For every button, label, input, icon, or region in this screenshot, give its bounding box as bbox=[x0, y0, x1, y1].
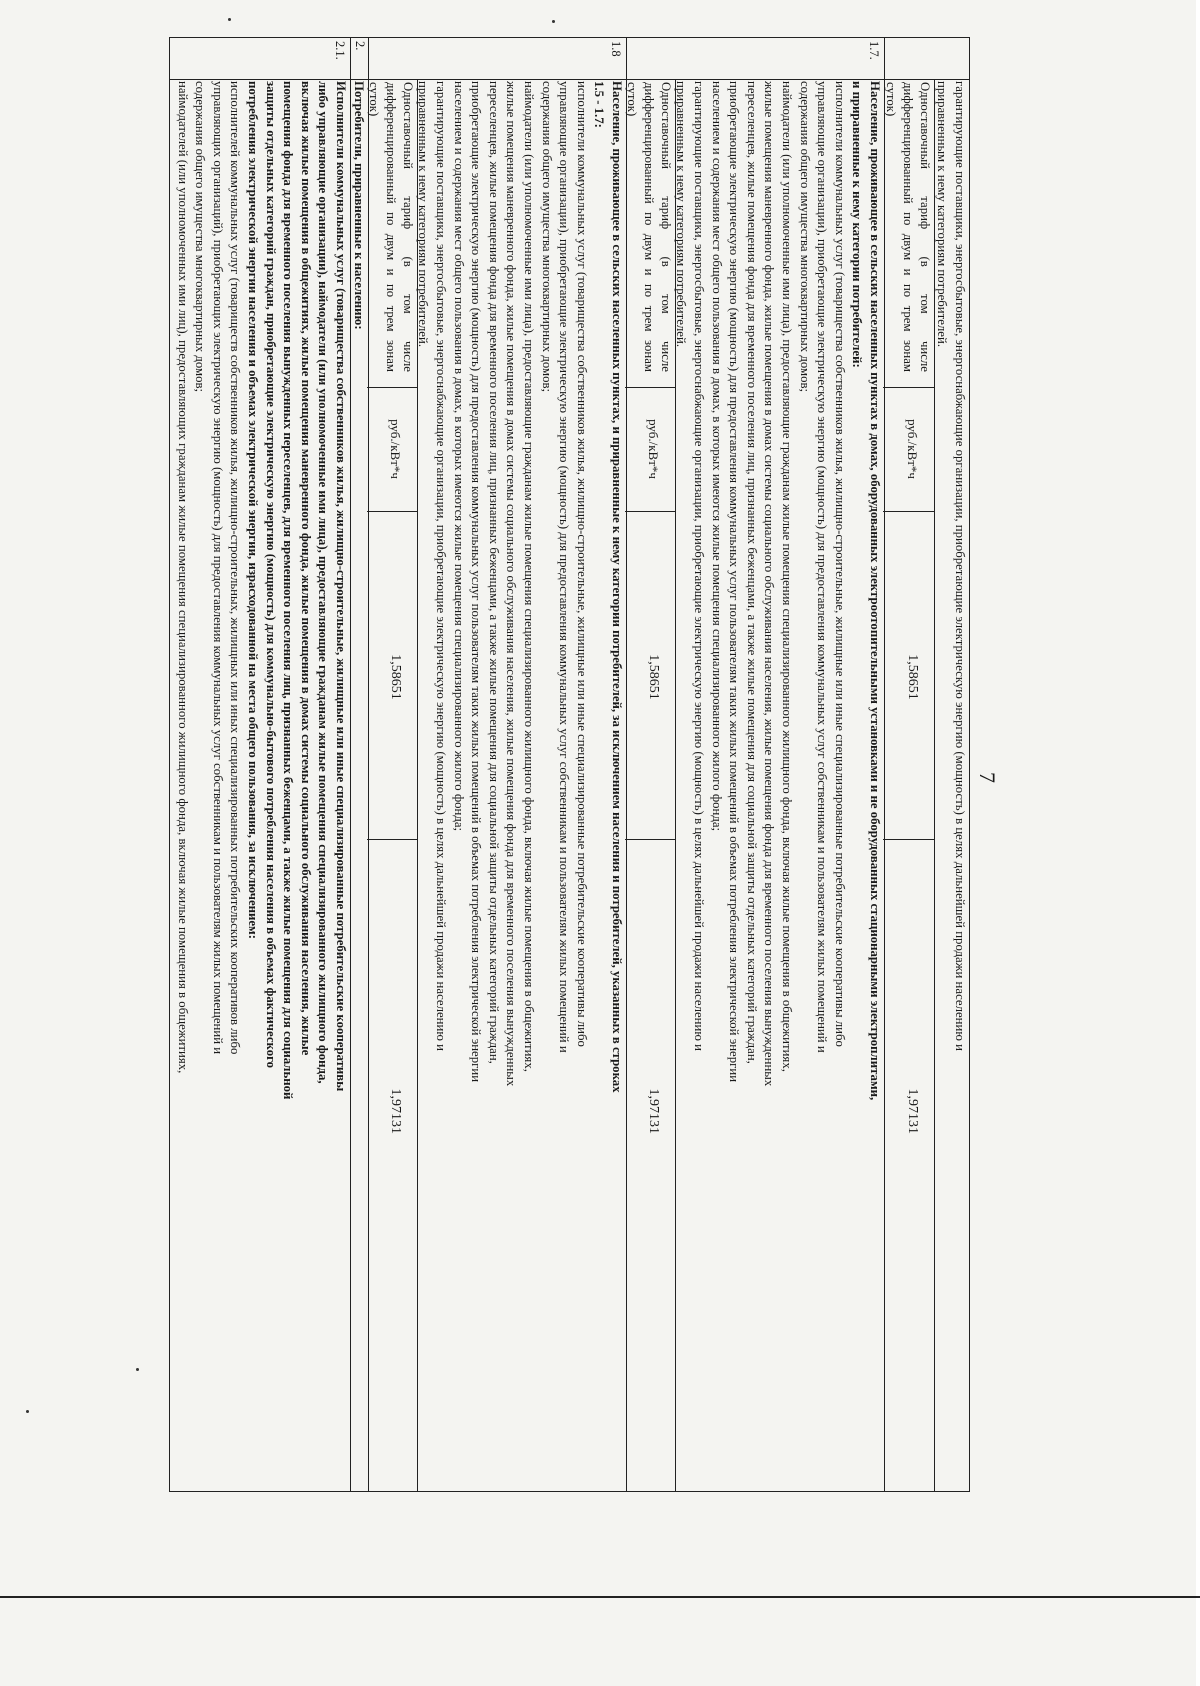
row-header: 1.5 - 1.7: bbox=[592, 81, 607, 128]
text-line: переселенцев, жилые помещения фонда для временного поселения лиц, признанных беженцами, а также жилые помещения для социальной защиты отдельных категорий граждан, bbox=[486, 81, 501, 1064]
row-number: 2.1. bbox=[333, 41, 347, 60]
text-line-bold: Исполнители коммунальных услуг (товарищества собственников жилья, жилищно-строительные, жилищные или иные специализированные потребительские кооперативы bbox=[334, 81, 348, 1092]
text-line: содержания общего имущества многоквартирных домов; bbox=[193, 81, 208, 393]
text-line-bold: либо управляющие организации), наймодатели (или уполномоченные ими лица), предоставляющие гражданам жилые помещения специализированного жилищного фонда, bbox=[316, 81, 331, 1084]
text-line: исполнители коммунальных услуг (товарищества собственников жилья, жилищно-строительные, жилищные или иные специализированные потребительские кооперативы либо bbox=[574, 81, 589, 1047]
tariff-subrow bbox=[883, 79, 935, 1492]
col-border bbox=[170, 79, 350, 80]
col-border bbox=[626, 37, 884, 38]
text-line: приобретающие электрическую энергию (мощность) для предоставления коммунальных услуг пользователям таких жилых помещений в объемах потребления электрической энергии bbox=[727, 81, 742, 1083]
tariff-value-2: 1,97131 bbox=[388, 1088, 403, 1134]
tariff-unit: руб./кВт*ч bbox=[646, 419, 661, 479]
text-line: управляющие организации), приобретающие электрическую энергию (мощность) для предоставления коммунальных услуг собственникам и пользователям жилых помещений и bbox=[815, 81, 830, 1053]
table-row-continuation bbox=[884, 37, 970, 1492]
col-border bbox=[367, 511, 417, 512]
rotated-document-page bbox=[175, 37, 1000, 1492]
row-text bbox=[349, 81, 367, 1489]
text-line: исполнителей коммунальных услуг (товариществ собственников жилья, жилищно-строительных, жилищных или иных специализированных потребительских кооперативов либо bbox=[228, 81, 243, 1055]
table-row-1-8 bbox=[368, 37, 627, 1492]
text-line: наймодатели (или уполномоченные ими лица), предоставляющие гражданам жилые помещения специализированного жилищного фонда, включая жилые помещения в общежитиях, bbox=[780, 81, 795, 1072]
row-text bbox=[414, 81, 625, 1489]
tariff-subrow bbox=[367, 79, 418, 1492]
col-border bbox=[368, 37, 626, 38]
col-border bbox=[883, 387, 934, 388]
text-line: приобретающие электрическую энергию (мощность) для предоставления коммунальных услуг пользователям таких жилых помещений в объемах потребления электрической энергии bbox=[469, 81, 484, 1083]
row-header: Потребители, приравненные к населению: bbox=[352, 81, 366, 330]
text-line: управляющие организации), приобретающие электрическую энергию (мощность) для предоставления коммунальных услуг собственникам и пользователям жилых помещений и bbox=[557, 81, 572, 1053]
col-border bbox=[884, 37, 969, 38]
scan-margin bbox=[1196, 0, 1200, 1686]
row-header: Население, проживающее в сельских населенных пунктах в домах, оборудованных электроотопительными установками и не оборудованных стационарными электроплитами, bbox=[868, 81, 882, 1101]
text-line: приравненным к нему категориям потребителей. bbox=[416, 81, 431, 348]
text-line: исполнители коммунальных услуг (товарищества собственников жилья, жилищно-строительные, жилищные или иные специализированные потребительские кооперативы либо bbox=[832, 81, 847, 1047]
tariff-table bbox=[175, 37, 970, 1492]
row-header: Население, проживающее в сельских населенных пунктах, и приравненные к нему категории потребителей, за исключением населения и потребителей, указанных в строках bbox=[610, 81, 624, 1093]
text-line-bold: помещения фонда для временного поселения вынужденных переселенцев, для временного поселения лиц, признанных беженцами, а также жилые помещения для социальной bbox=[281, 81, 296, 1100]
text-line: гарантирующие поставщики, энергосбытовые, энергоснабжающие организации, приобретающие электрическую энергию (мощность) в целях дальнейшей продажи населению и bbox=[953, 81, 967, 1051]
text-line: приравненным к нему категориям потребителей. bbox=[674, 81, 689, 348]
col-border bbox=[170, 37, 350, 38]
col-border bbox=[350, 37, 368, 38]
scan-edge-line bbox=[0, 1596, 1200, 1598]
row-header: и приравненные к нему категории потребителей: bbox=[850, 81, 865, 368]
scan-speck bbox=[228, 18, 231, 21]
row-text bbox=[173, 81, 349, 1489]
table-row-2 bbox=[350, 37, 369, 1492]
row-number: 1.7. bbox=[867, 41, 881, 60]
tariff-value-2: 1,97131 bbox=[646, 1088, 661, 1134]
col-border bbox=[367, 387, 417, 388]
text-line: управляющих организаций), приобретающих электрическую энергию (мощность) для предоставления коммунальных услуг собственникам и пользователям жилых помещений и bbox=[210, 81, 225, 1055]
row-text bbox=[933, 81, 968, 1489]
text-line: наймодатели (или уполномоченные ими лица), предоставляющие гражданам жилые помещения специализированного жилищного фонда, включая жилые помещения в общежитиях, bbox=[522, 81, 537, 1072]
text-line: приравненным к нему категориям потребителей. bbox=[935, 81, 950, 348]
col-border bbox=[170, 1491, 350, 1492]
tariff-label: Одноставочный тариф (в том числе дифференцированный по двум и по трем зонам суток) bbox=[367, 82, 415, 372]
text-line-bold: потребления электрической энергии населения и объемах электрической энергии, израсходованной на места общего пользования, за исключением: bbox=[246, 81, 261, 940]
tariff-subrow bbox=[625, 79, 676, 1492]
text-line: жилые помещения маневренного фонда, жилые помещения в домах системы социального обслуживания населения, жилые помещения фонда для временного поселения вынужденных bbox=[504, 81, 519, 1087]
text-line: содержания общего имущества многоквартирных домов; bbox=[539, 81, 554, 393]
page-number: 7 bbox=[975, 772, 1000, 783]
tariff-unit: руб./кВт*ч bbox=[905, 419, 920, 479]
text-line: содержания общего имущества многоквартирных домов; bbox=[797, 81, 812, 393]
tariff-value-1: 1,58651 bbox=[388, 654, 403, 700]
table-row-2-1 bbox=[169, 37, 351, 1492]
tariff-unit: руб./кВт*ч bbox=[388, 419, 403, 479]
tariff-label: Одноставочный тариф (в том числе дифференцированный по двум и по трем зонам суток) bbox=[625, 82, 673, 372]
text-line: гарантирующие поставщики, энергосбытовые, энергоснабжающие организации, приобретающие электрическую энергию (мощность) в целях дальнейшей продажи населению и bbox=[692, 81, 707, 1051]
row-number: 2. bbox=[353, 41, 367, 51]
text-line: переселенцев, жилые помещения фонда для временного поселения лиц, признанных беженцами, а также жилые помещения для социальной защиты отдельных категорий граждан, bbox=[744, 81, 759, 1064]
col-border bbox=[625, 387, 675, 388]
col-border bbox=[350, 79, 368, 80]
text-line: гарантирующие поставщики, энергосбытовые, энергоснабжающие организации, приобретающие электрическую энергию (мощность) в целях дальнейшей продажи населению и bbox=[434, 81, 449, 1051]
col-border bbox=[625, 511, 675, 512]
row-text bbox=[672, 81, 883, 1489]
text-line: наймодателей (или уполномоченных ими лиц), предоставляющих гражданам жилые помещения специализированного жилищного фонда, включая жилые помещения в общежитиях, bbox=[175, 81, 190, 1074]
scan-speck bbox=[26, 1410, 29, 1413]
tariff-value-2: 1,97131 bbox=[905, 1088, 920, 1134]
tariff-value-1: 1,58651 bbox=[646, 654, 661, 700]
text-line-bold: включая жилые помещения в общежитиях, жилые помещения маневренного фонда, жилые помещения в домах системы социального обслуживания населения, жилые bbox=[298, 81, 313, 1056]
table-row-1-7 bbox=[626, 37, 885, 1492]
row-number: 1.8 bbox=[609, 41, 623, 57]
text-line: жилые помещения маневренного фонда, жилые помещения в домах системы социального обслуживания населения, жилые помещения фонда для временного поселения вынужденных bbox=[762, 81, 777, 1087]
scan-speck bbox=[552, 20, 555, 23]
tariff-value-1: 1,58651 bbox=[905, 654, 920, 700]
tariff-label: Одноставочный тариф (в том числе дифференцированный по двум и по трем зонам суток) bbox=[884, 82, 932, 372]
col-border bbox=[883, 511, 934, 512]
text-line-bold: защиты отдельных категорий граждан, приобретающие электрическую энергию (мощность) для коммунально-бытового потребления населения в объемах фактического bbox=[263, 81, 278, 1069]
text-line: населением и содержания мест общего пользования в домах, в которых имеются жилые помещения специализированного жилого фонда; bbox=[709, 81, 724, 832]
text-line: населением и содержания мест общего пользования в домах, в которых имеются жилые помещения специализированного жилого фонда; bbox=[451, 81, 466, 832]
col-border bbox=[350, 1491, 368, 1492]
scan-speck bbox=[136, 1368, 139, 1371]
